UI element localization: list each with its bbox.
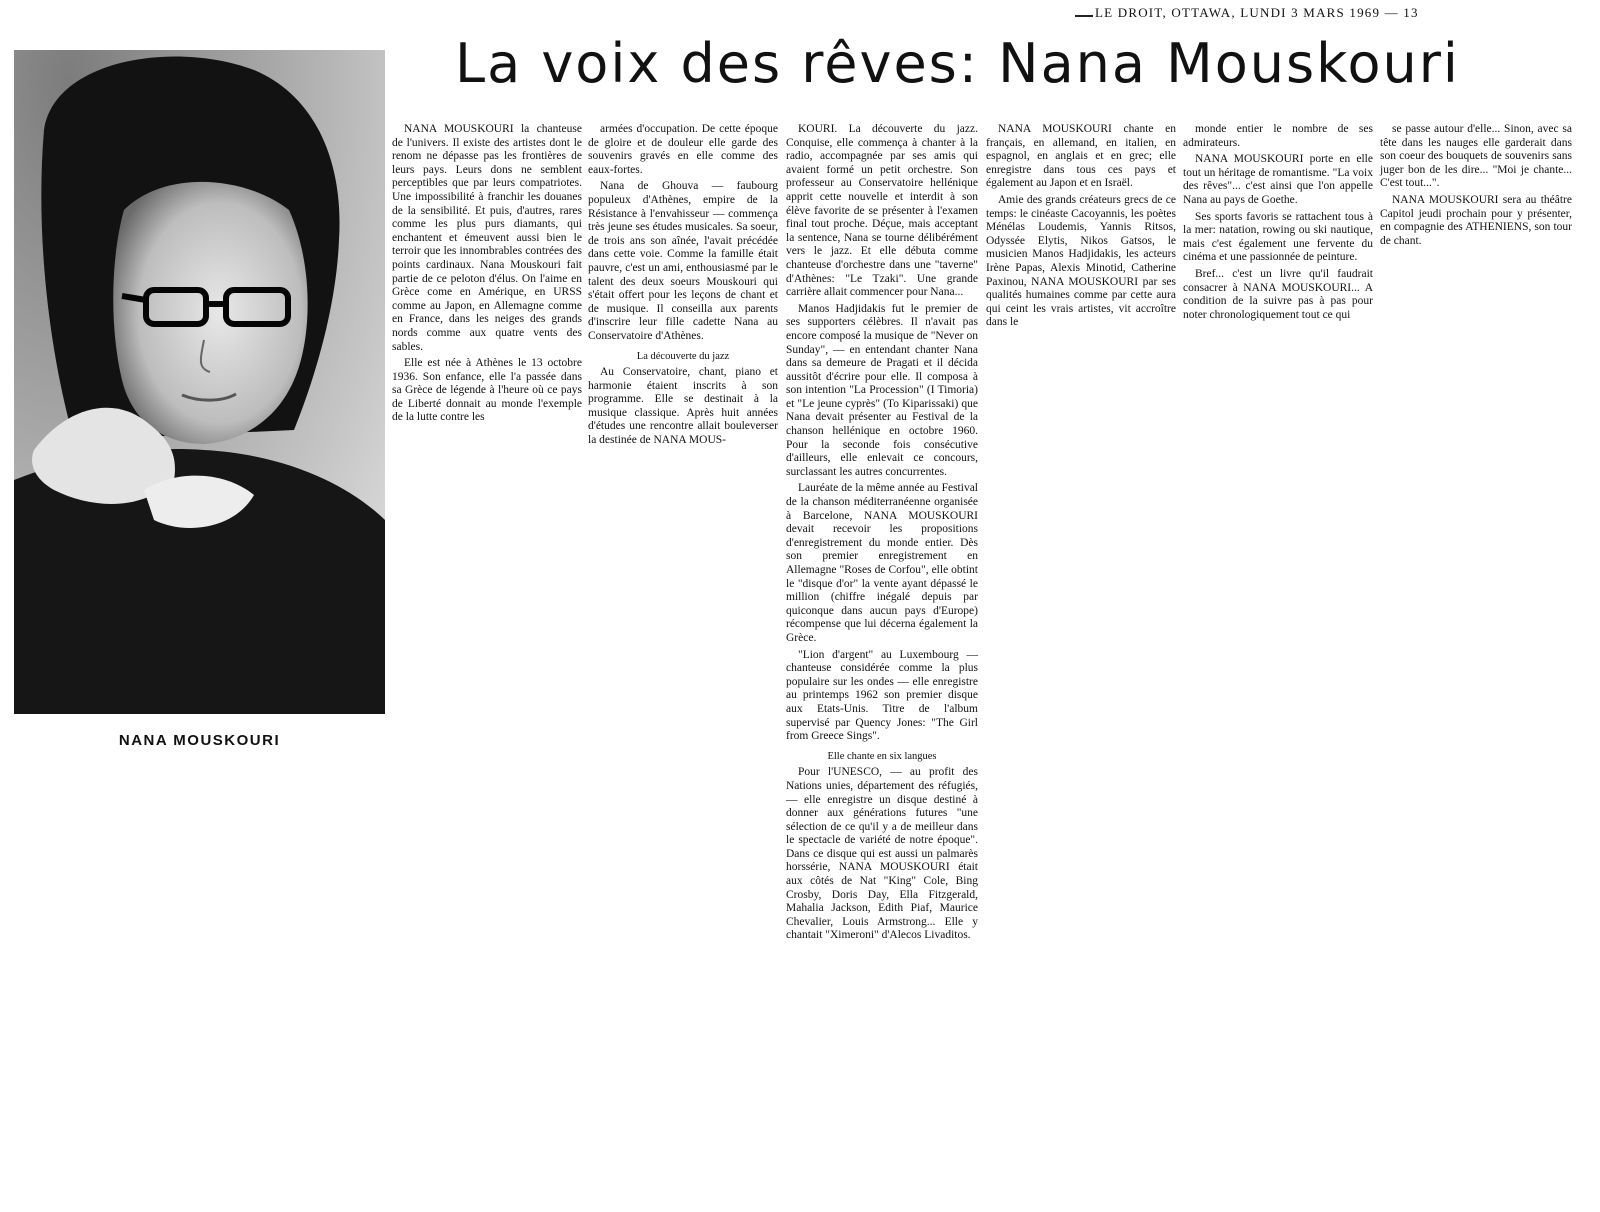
article-paragraph: monde entier le nombre de ses admirateurs. [1183,123,1373,149]
section-subheading: La découverte du jazz [636,350,730,362]
article-paragraph: Manos Hadjidakis fut le premier de ses supporters célèbres. Il n'avait pas encore composé la musique de "Never on Sunday", — en entendant chanter Nana dans sa demeure de Pragati et il décida aussitôt d'écrire pour elle. Il composa à son intention "La Procession" (I Timoria) et "Le jeune cyprès" (To Kiparissaki) que Nana devait présenter au Festival de la chanson hellénique en octobre 1960. Pour la seconde fois consécutive d'ailleurs, elle enlevait ce concours, surclassant les autres concurrentes. [786,302,978,478]
article-paragraph: NANA MOUSKOURI chante en français, en allemand, en italien, en espagnol, en anglais et en grec; elle enregistre dans tous ces pays et également au Japon et en Israël. [986,123,1176,190]
article-column-6 [1380,123,1572,251]
article-column-4 [986,123,1176,333]
article-paragraph: NANA MOUSKOURI porte en elle tout un héritage de romantisme. "La voix des rêves"... c'est ainsi que l'on appelle Nana au pays de Goethe. [1183,153,1373,206]
article-paragraph: Lauréate de la même année au Festival de la chanson méditerranéenne organisée à Barcelone, NANA MOUSKOURI devait recevoir les propositions d'enregistrement du monde entier. Dès son premier enregistrement en Allemagne "Roses de Corfou", elle obtint le "disque d'or" la vente ayant dépassé le million (chiffre inégalé depuis par quiconque dans aucun pays d'Europe) récompense que lui décerna également la Grèce. [786,482,978,644]
article-column-1 [392,123,582,428]
article-paragraph: KOURI. La découverte du jazz. Conquise, elle commença à chanter à la radio, accompagnée par ses amis qui avaient formé un petit orchestre. Son professeur au Conservatoire hellénique apprit cette nouvelle et interdit à son élève favorite de se présenter à l'examen final tout proche. Déçue, mais acceptant la sentence, Nana se tourne délibérément vers le jazz. Et elle débuta comme chanteuse d'orchestre dans une "taverne" d'Athènes: "Le Tzaki". Une grande carrière allait commencer pour Nana... [786,123,978,299]
article-column-2 [588,123,778,451]
article-paragraph: Elle est née à Athènes le 13 octobre 1936. Son enfance, elle l'a passée dans sa Grèce de légende à l'heure où ce pays de Liberté donnait au monde l'exemple de la lutte contre les [392,357,582,424]
article-paragraph: Nana de Ghouva — faubourg populeux d'Athènes, empire de la Résistance à l'envahisseur — commença très jeune ses études musicales. Sa soeur, de trois ans son aînée, l'avait précédée dans cette voie. Comme la famille était pauvre, c'est un ami, enthousiasmé par le talent des deux soeurs Mouskouri qui s'était offert pour les leçons de chant et de musique. Il conseilla aux parents d'inscrire leur fille cadette Nana au Conservatoire d'Athènes. [588,180,778,342]
article-column-5 [1183,123,1373,325]
page-header [1095,5,1545,25]
portrait-photo [14,50,385,714]
header-rule [1075,15,1093,17]
article-paragraph: Pour l'UNESCO, — au profit des Nations unies, département des réfugiés, — elle enregistre un disque destiné à donner aux générations futures "une sélection de ce qu'il y a de meilleur dans le spectacle de variété de notre époque". Dans ce disque qui est aussi un palmarès horssérie, NANA MOUSKOURI était aux côtés de Nat "King" Cole, Bing Crosby, Doris Day, Ella Fitzgerald, Mahalia Jackson, Edith Piaf, Maurice Chevalier, Louis Armstrong... Elle y chantait "Ximeroni" d'Alecos Livaditos. [786,766,978,942]
article-paragraph: NANA MOUSKOURI sera au théâtre Capitol jeudi prochain pour y présenter, en compagnie des ATHENIENS, son tour de chant. [1380,193,1572,247]
article-paragraph: Au Conservatoire, chant, piano et harmonie étaient inscrits à son programme. Elle se destinait à la musique classique. Après huit années d'études une rencontre allait bouleverser la destinée de NANA MOUS- [588,366,778,447]
article-paragraph: Bref... c'est un livre qu'il faudrait consacrer à NANA MOUSKOURI... A condition de la suivre pas à pas pour noter chronologiquement tout ce qui [1183,267,1373,321]
section-subheading: Elle chante en six langues [827,750,937,762]
article-paragraph: "Lion d'argent" au Luxembourg — chanteuse considérée comme la plus populaire sur les ondes — elle enregistre au printemps 1962 son premier disque aux Etats-Unis. Titre de l'album supervisé par Quency Jones: "The Girl from Greece Sings". [786,648,978,743]
headline: La voix des rêves: Nana Mouskouri [455,32,1460,95]
header-text: LE DROIT, OTTAWA, LUNDI 3 MARS 1969 — 13 [1095,5,1419,20]
article-paragraph: se passe autour d'elle... Sinon, avec sa tête dans les nauges elle garderait dans son coeur des bouquets de souvenirs sans juger bon de les dire... "Moi je chante... C'est tout...". [1380,123,1572,190]
article-paragraph: Ses sports favoris se rattachent tous à la mer: natation, rowing ou ski nautique, mais c'est également une fervente du cinéma et une passionnée de peinture. [1183,210,1373,264]
photo-caption: NANA MOUSKOURI [118,732,281,749]
article-paragraph: NANA MOUSKOURI la chanteuse de l'univers. Il existe des artistes dont le renom ne dépasse pas les frontières de leurs pays. Leurs dons ne semblent perceptibles que par leurs compatriotes. Une impossibilité à franchir les douanes de la sensibilité. Et puis, d'autres, rares comme les plus purs diamants, qui enchantent et émeuvent aussi bien le terroir que les innombrables contrées des points cardinaux. Nana Mouskouri fait partie de ce peloton d'élus. On l'aime en Grèce come en Amérique, en URSS comme au Japon, en Allemagne comme en France, dans les neiges des grands nords comme aux quatre vents des sables. [392,123,582,353]
article-paragraph: armées d'occupation. De cette époque de gloire et de douleur elle garde des souvenirs gravés en elle comme des eaux-fortes. [588,123,778,176]
article-column-3 [786,123,978,946]
article-paragraph: Amie des grands créateurs grecs de ce temps: le cinéaste Cacoyannis, les poètes Ménélas Loudemis, Yannis Ritsos, Odyssée Elytis, Nikos Gatsos, le musicien Manos Hadjidakis, les acteurs Irène Papas, Alexis Minotid, Catherine Paxinou, NANA MOUSKOURI par ses qualités humaines comme par cette aura qui ceint les vrais artistes, vit accroître dans le [986,193,1176,329]
